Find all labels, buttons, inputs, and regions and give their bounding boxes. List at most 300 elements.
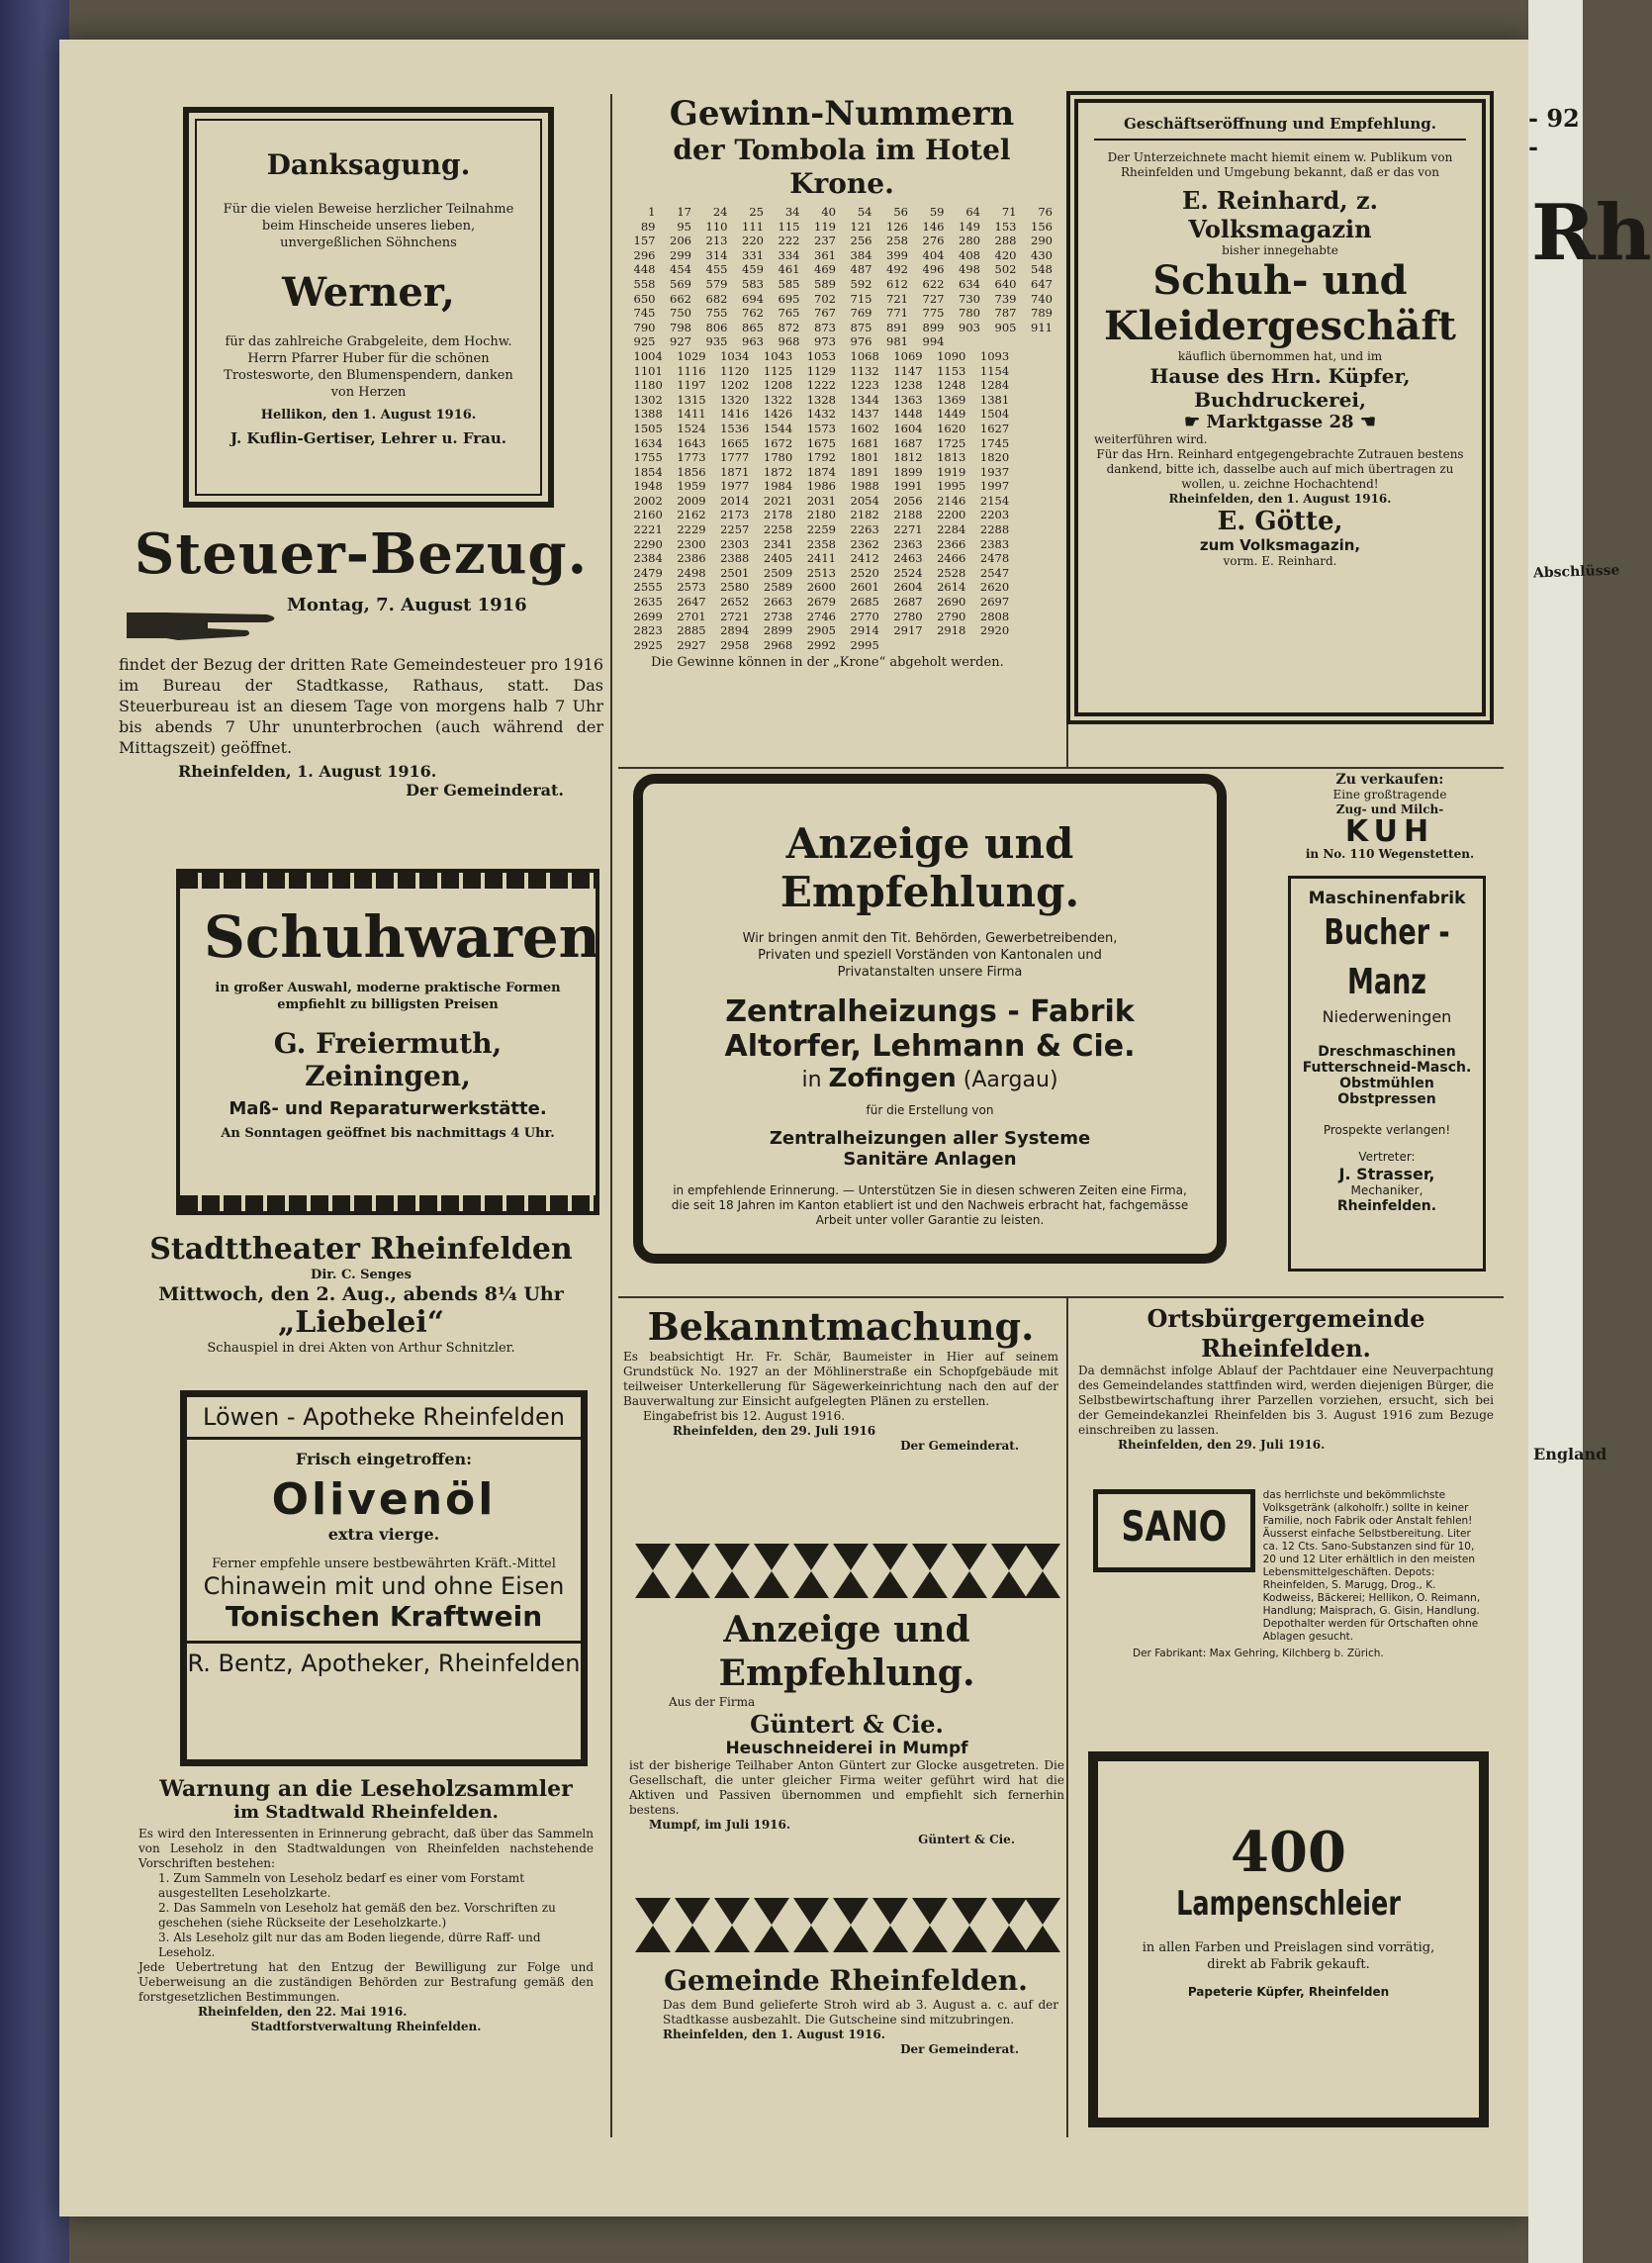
tombola-number: 2968 xyxy=(763,637,793,652)
tax-place-date: Rheinfelden, 1. August 1916. xyxy=(178,762,437,781)
tombola-number: 727 xyxy=(922,291,945,306)
edge-fragment: England xyxy=(1533,1445,1607,1463)
tombola-number: 2162 xyxy=(677,508,706,522)
bucher-product: Obstpressen xyxy=(1337,1091,1436,1107)
tombola-number: 296 xyxy=(633,247,656,262)
cow-animal: KUH xyxy=(1344,814,1435,849)
tombola-number: 256 xyxy=(850,234,872,248)
tombola-number-grid xyxy=(621,205,1062,652)
tombola-number: 361 xyxy=(814,247,836,262)
tombola-number: 1755 xyxy=(633,450,663,465)
heating-title: Anzeige und Empfehlung. xyxy=(780,819,1080,916)
tombola-number: 1634 xyxy=(633,435,663,450)
shoes-ad xyxy=(176,869,599,1215)
thanks-name: Werner, xyxy=(282,269,455,316)
tombola-number: 2290 xyxy=(633,536,663,551)
pharmacy-fresh: Frisch eingetroffen: xyxy=(295,1450,473,1468)
tombola-number xyxy=(1011,465,1055,480)
tombola-number: 1780 xyxy=(763,450,793,465)
tombola-number: 455 xyxy=(705,262,728,277)
tombola-number: 1202 xyxy=(720,378,750,393)
tombola-number xyxy=(1011,623,1055,638)
reinhard-ad xyxy=(1066,91,1494,724)
community-place-date: Rheinfelden, den 1. August 1916. xyxy=(663,2027,885,2041)
guentert-company: Güntert & Cie. xyxy=(750,1710,944,1739)
tombola-number: 1315 xyxy=(677,392,706,407)
tombola-number: 1116 xyxy=(677,363,706,378)
guentert-signer: Güntert & Cie. xyxy=(918,1833,1015,1846)
community-title: Gemeinde Rheinfelden. xyxy=(664,1964,1028,1997)
sano-ad xyxy=(1093,1489,1489,1659)
tombola-number: 1937 xyxy=(979,464,1010,479)
tombola-number: 2358 xyxy=(806,536,836,551)
pharmacy-header: Löwen - Apotheke Rheinfelden xyxy=(187,1397,581,1440)
tombola-number: 589 xyxy=(814,276,836,291)
tombola-number: 1432 xyxy=(806,407,836,422)
tombola-number: 1248 xyxy=(937,378,966,393)
tax-notice xyxy=(119,519,603,851)
next-page-edge xyxy=(1528,0,1583,2263)
tombola-number: 682 xyxy=(705,291,728,306)
tombola-number: 1813 xyxy=(937,450,966,465)
tombola-number: 454 xyxy=(670,262,691,277)
tombola-number: 220 xyxy=(742,234,764,248)
tombola-number: 647 xyxy=(1031,276,1053,291)
triangle-ornament-icon xyxy=(635,1898,1060,1952)
tombola-number: 1681 xyxy=(850,435,879,450)
reinhard-place-date: Rheinfelden, den 1. August 1916. xyxy=(1168,492,1392,506)
tombola-number: 640 xyxy=(994,276,1017,291)
tombola-number: 59 xyxy=(929,205,945,219)
tombola-number: 715 xyxy=(850,291,872,306)
tombola-number xyxy=(1011,494,1055,509)
tombola-number: 2899 xyxy=(763,623,793,638)
tombola-number: 2620 xyxy=(979,580,1010,595)
tombola-number: 1302 xyxy=(633,392,663,407)
tombola-number: 2635 xyxy=(633,595,663,610)
tombola-number: 276 xyxy=(922,234,945,248)
tombola-number: 430 xyxy=(1031,247,1053,262)
tombola-number: 89 xyxy=(640,219,656,234)
tombola-number: 622 xyxy=(922,276,945,291)
tombola-number: 2031 xyxy=(806,493,836,508)
tombola-number: 2663 xyxy=(763,595,793,610)
guentert-notice xyxy=(629,1608,1064,1847)
tombola-number: 408 xyxy=(959,247,980,262)
tombola-number: 2679 xyxy=(806,595,836,610)
tombola-number: 1043 xyxy=(763,348,793,363)
tombola-number: 1448 xyxy=(893,407,923,422)
tombola-number: 865 xyxy=(742,320,764,334)
tombola-number: 1125 xyxy=(763,363,793,378)
tombola-number: 299 xyxy=(670,247,691,262)
tombola-number: 498 xyxy=(959,262,980,277)
tombola-number: 2366 xyxy=(937,536,966,551)
theater-director: Dir. C. Senges xyxy=(311,1268,412,1282)
tombola-number: 1856 xyxy=(677,464,706,479)
tombola-number: 1871 xyxy=(720,464,750,479)
bucher-ad xyxy=(1288,876,1486,1272)
tombola-number: 1812 xyxy=(893,450,923,465)
tombola-number: 806 xyxy=(705,320,728,334)
tombola-number: 612 xyxy=(886,276,908,291)
tombola-number: 579 xyxy=(705,276,728,291)
tombola-number: 891 xyxy=(886,320,908,334)
tombola-number: 2770 xyxy=(850,609,879,623)
tombola-number: 1132 xyxy=(850,363,879,378)
warning-place-date: Rheinfelden, den 22. Mai 1916. xyxy=(198,2005,408,2019)
heating-company1: Zentralheizungs - Fabrik xyxy=(725,994,1135,1029)
tombola-number: 2056 xyxy=(893,493,923,508)
tombola-number: 2221 xyxy=(633,522,663,537)
tombola-number: 1997 xyxy=(979,479,1010,494)
tombola-number: 1426 xyxy=(763,407,793,422)
tombola-number xyxy=(1011,422,1055,436)
tombola-number: 2386 xyxy=(677,551,706,566)
tombola-number: 789 xyxy=(1031,306,1053,321)
tombola-number: 2690 xyxy=(937,595,966,610)
tombola-note: Die Gewinne können in der „Krone“ abgeholt werden. xyxy=(651,655,1004,671)
tombola-number: 399 xyxy=(886,247,908,262)
warning-title: Warnung an die Leseholzsammler xyxy=(159,1776,573,1802)
tombola-number: 384 xyxy=(850,247,872,262)
tombola-number: 2288 xyxy=(979,522,1010,537)
tombola-number: 2054 xyxy=(850,493,879,508)
tombola-number: 502 xyxy=(994,262,1017,277)
tombola-number: 24 xyxy=(712,205,728,219)
tombola-number: 2146 xyxy=(937,493,966,508)
shoes-workshop: Maß- und Reparaturwerkstätte. xyxy=(229,1098,547,1119)
tombola-number: 2303 xyxy=(720,536,750,551)
tombola-number: 119 xyxy=(814,219,836,234)
tombola-number: 745 xyxy=(633,306,656,321)
reinhard-bought: käuflich übernommen hat, und im xyxy=(1177,349,1383,363)
tombola-number: 1891 xyxy=(850,464,879,479)
tombola-number: 121 xyxy=(850,219,872,234)
theater-title: Stadttheater Rheinfelden xyxy=(149,1232,573,1267)
tombola-number: 1745 xyxy=(979,435,1010,450)
column-rule-1 xyxy=(610,94,612,2137)
tombola-number: 1363 xyxy=(893,392,923,407)
tombola-number: 905 xyxy=(994,320,1017,334)
tombola-number: 1093 xyxy=(979,348,1010,363)
tombola-number: 2271 xyxy=(893,522,923,537)
bucher-name: Bucher - Manz xyxy=(1324,912,1450,1002)
tombola-number: 650 xyxy=(633,291,656,306)
tombola-number xyxy=(1011,595,1055,610)
tombola-number: 750 xyxy=(670,306,691,321)
tombola-number: 71 xyxy=(1001,205,1017,219)
tombola-number: 2697 xyxy=(979,595,1010,610)
tombola-number: 558 xyxy=(633,276,656,291)
tombola-number: 1180 xyxy=(633,378,663,393)
tombola-number: 790 xyxy=(633,320,656,334)
tombola-number: 2229 xyxy=(677,522,706,537)
tombola-number: 2200 xyxy=(937,508,966,522)
tombola-number xyxy=(1011,450,1055,465)
ornament-row-1 xyxy=(635,1544,1060,1598)
heating-services2: Sanitäre Anlagen xyxy=(843,1149,1017,1170)
shoes-line1: in großer Auswahl, moderne praktische Formen empfiehlt zu billigsten Preisen xyxy=(215,981,561,1012)
tombola-number: 2182 xyxy=(850,508,879,522)
tombola-number: 695 xyxy=(778,291,800,306)
tombola-number: 2498 xyxy=(677,565,706,580)
tombola-number: 1725 xyxy=(937,435,966,450)
tombola-number: 925 xyxy=(633,334,656,349)
bucher-rep-label: Vertreter: xyxy=(1358,1150,1416,1164)
thanks-intro: Für die vielen Beweise herzlicher Teilnahme beim Hinscheide unseres lieben, unvergeßlichen Söhnchens xyxy=(223,202,514,250)
tombola-number: 1504 xyxy=(979,407,1010,422)
tombola-number: 1573 xyxy=(806,421,836,435)
thanks-signer: J. Kuflin-Gertiser, Lehrer u. Frau. xyxy=(230,429,506,447)
tombola-number: 2383 xyxy=(979,536,1010,551)
tombola-number: 780 xyxy=(959,306,980,321)
tombola-number: 1665 xyxy=(720,435,750,450)
guentert-body: ist der bisherige Teilhaber Anton Güntert zur Glocke ausgetreten. Die Gesellschaft, die unter gleicher Firma weiter geführt wird hat die Aktiven und Passiven übernommen und empfiehlt sich fernerhin bestens. xyxy=(629,1758,1064,1817)
tombola-number: 1627 xyxy=(979,421,1010,435)
tombola-number: 2885 xyxy=(677,623,706,638)
tombola-number: 662 xyxy=(670,291,691,306)
tombola-number: 2362 xyxy=(850,536,879,551)
tombola-number: 1197 xyxy=(677,378,706,393)
edge-fragment: Abschlüsse xyxy=(1532,562,1620,582)
tax-body: findet der Bezug der dritten Rate Gemeindesteuer pro 1916 im Bureau der Stadtkasse, Rathaus, statt. Das Steuerbureau ist an diesem Tage von morgens halb 7 Uhr bis abends 7 Uhr ununterbrochen (auch während der Mittagszeit) geöffnet. xyxy=(119,655,603,757)
tombola-number: 2160 xyxy=(633,508,663,522)
cow-line2: Zug- und Milch- xyxy=(1335,802,1444,816)
tombola-number: 2701 xyxy=(677,609,706,623)
tombola-number: 2180 xyxy=(806,508,836,522)
announcement-deadline: Eingabefrist bis 12. August 1916. xyxy=(643,1409,846,1423)
tombola-number: 1977 xyxy=(720,479,750,494)
tombola-number: 496 xyxy=(922,262,945,277)
tombola-number: 126 xyxy=(886,219,908,234)
tombola-number: 2388 xyxy=(720,551,750,566)
tombola-number: 222 xyxy=(778,234,800,248)
tombola-number: 2524 xyxy=(893,565,923,580)
tombola-number: 2520 xyxy=(850,565,879,580)
tombola-number: 1034 xyxy=(720,348,750,363)
tombola-number: 2905 xyxy=(806,623,836,638)
warning-intro: Es wird den Interessenten in Erinnerung gebracht, daß über das Sammeln von Leseholz in den Stadtwaldungen von Rheinfelden nachstehende Vorschriften bestehen: xyxy=(138,1827,594,1870)
tombola-number: 1381 xyxy=(979,392,1010,407)
tombola-number: 2300 xyxy=(677,536,706,551)
announcement xyxy=(623,1304,1058,1454)
warning-subtitle: im Stadtwald Rheinfelden. xyxy=(233,1802,499,1823)
reinhard-title: Geschäftseröffnung und Empfehlung. xyxy=(1094,115,1466,141)
reinhard-thanks: Für das Hrn. Reinhard entgegengebrachte Zutrauen bestens dankend, bitte ich, dasselbe auch auf mich übertragen zu wollen, u. zeichne Hochachtend! xyxy=(1096,447,1464,491)
tombola-number: 17 xyxy=(677,205,691,219)
tombola-number: 206 xyxy=(670,234,691,248)
tombola-number: 1069 xyxy=(893,348,923,363)
tombola-number: 54 xyxy=(857,205,872,219)
tombola-number: 2547 xyxy=(979,565,1010,580)
tombola-number: 1322 xyxy=(763,392,793,407)
tombola-number: 1919 xyxy=(937,464,966,479)
tombola-number: 775 xyxy=(922,306,945,321)
tombola-number: 2958 xyxy=(720,637,750,652)
tombola-number: 592 xyxy=(850,276,872,291)
cow-title: Zu verkaufen: xyxy=(1335,772,1444,788)
tombola-number: 721 xyxy=(886,291,908,306)
heating-closing: in empfehlende Erinnerung. — Unterstützen Sie in diesen schweren Zeiten eine Firma, die seit 18 Jahren im Kanton etabliert ist und den Nachweis erbracht hat, fachgemässe Arbeit unter voller Garantie zu leisten. xyxy=(671,1183,1189,1227)
tombola-number: 767 xyxy=(814,306,836,321)
tombola-number: 798 xyxy=(670,320,691,334)
tombola-number: 1344 xyxy=(850,392,879,407)
tombola-number: 280 xyxy=(959,234,980,248)
tombola-number xyxy=(1011,479,1055,494)
tombola-number: 2600 xyxy=(806,580,836,595)
reinhard-signer: E. Götte, xyxy=(1217,507,1343,536)
tombola-number: 911 xyxy=(1031,320,1053,334)
tombola-number: 583 xyxy=(742,276,764,291)
theater-subtitle: Schauspiel in drei Akten von Arthur Schnitzler. xyxy=(207,1341,515,1356)
tombola-number: 1053 xyxy=(806,348,836,363)
announcement-title: Bekanntmachung. xyxy=(647,1304,1035,1349)
tombola-number: 634 xyxy=(959,276,980,291)
tombola-number: 927 xyxy=(670,334,691,349)
tombola-number xyxy=(1011,349,1055,364)
tombola-number: 1147 xyxy=(893,363,923,378)
citizens-notice xyxy=(1078,1304,1494,1453)
tombola-number: 1524 xyxy=(677,421,706,435)
cow-ad xyxy=(1286,772,1494,862)
column-rule-3 xyxy=(1066,1296,1068,2137)
tombola-number: 1090 xyxy=(937,348,966,363)
tombola-number: 1620 xyxy=(937,421,966,435)
tombola-number: 1801 xyxy=(850,450,879,465)
ornament-row-2 xyxy=(635,1898,1060,1952)
thanks-ad xyxy=(183,107,554,508)
reinhard-signer-sub: zum Volksmagazin, xyxy=(1199,536,1361,554)
bucher-rep-job: Mechaniker, xyxy=(1350,1183,1423,1197)
tombola-number: 288 xyxy=(994,234,1017,248)
tombola-number: 110 xyxy=(705,219,728,234)
tax-signer: Der Gemeinderat. xyxy=(406,781,564,800)
tombola-number: 1154 xyxy=(979,363,1010,378)
tombola-number: 548 xyxy=(1031,262,1053,277)
tombola-number: 2604 xyxy=(893,580,923,595)
tombola-number: 1991 xyxy=(893,479,923,494)
tombola-number: 694 xyxy=(742,291,764,306)
tombola-number: 1773 xyxy=(677,450,706,465)
pointing-hand-icon xyxy=(119,595,287,654)
warning-closing: Jede Uebertretung hat den Entzug der Bewilligung zur Folge und Ueberweisung an die zuständigen Behörden zur Bestrafung gemäß den forstgesetzlichen Bestimmungen. xyxy=(138,1960,594,2004)
reinhard-shop2: Kleidergeschäft xyxy=(1103,303,1457,349)
cow-line1: Eine großtragende xyxy=(1332,788,1447,801)
heating-for: für die Erstellung von xyxy=(866,1103,994,1117)
pharmacy-recommend: Ferner empfehle unsere bestbewährten Kräft.-Mittel xyxy=(212,1556,556,1571)
shoes-border-bottom xyxy=(180,1195,596,1211)
theater-play: „Liebelei“ xyxy=(277,1305,445,1340)
tombola-number: 2258 xyxy=(763,522,793,537)
tombola-number: 1820 xyxy=(979,450,1010,465)
thanks-place-date: Hellikon, den 1. August 1916. xyxy=(260,408,477,423)
tombola-number: 1029 xyxy=(677,348,706,363)
hand-icon: ☛ xyxy=(1184,412,1207,432)
tombola-number xyxy=(881,638,925,653)
warning-notice xyxy=(138,1776,594,2034)
lamp-ad xyxy=(1088,1751,1489,2127)
tombola-number: 1 xyxy=(648,205,656,219)
tombola-number xyxy=(1011,378,1055,393)
tombola-number: 40 xyxy=(821,205,836,219)
announcement-place-date: Rheinfelden, den 29. Juli 1916 xyxy=(673,1424,876,1438)
tombola-number: 2738 xyxy=(763,609,793,623)
tombola-number: 237 xyxy=(814,234,836,248)
guentert-business: Heuschneiderei in Mumpf xyxy=(725,1739,968,1758)
tombola-number xyxy=(1019,334,1055,349)
tombola-number: 2014 xyxy=(720,493,750,508)
reinhard-owner: E. Reinhard, z. Volksmagazin xyxy=(1182,186,1378,243)
tombola-number: 420 xyxy=(994,247,1017,262)
reinhard-signer-prev: vorm. E. Reinhard. xyxy=(1223,554,1337,568)
tombola-number xyxy=(1011,364,1055,379)
warning-item-3: 3. Als Leseholz gilt nur das am Boden liegende, dürre Raff- und Leseholz. xyxy=(158,1931,541,1959)
tombola-number: 730 xyxy=(959,291,980,306)
sano-text: das herrlichste und bekömmlichste Volksgetränk (alkoholfr.) sollte in keiner Familie, noch Fabrik oder Anstalt fehlen! Äusserst einfache Selbstbereitung. Liter ca. 12 Cts. Sano-Substanzen sind für 10, 20 und 12 Liter erhältlich in den meisten Lebensmittelgeschäften. Depots: Rheinfelden, S. Marugg, Drog., K. Kodweiss, Bäckerei; Hellikon, O. Reimann, Handlung; Maisprach, G. Gisin, Handlung. Depothalter werden für Ortschaften ohne Ablagen gesucht. xyxy=(1262,1489,1481,1643)
hand-icon: ☚ xyxy=(1353,412,1376,432)
tombola-number xyxy=(1011,436,1055,451)
reinhard-prior: bisher innegehabte xyxy=(1222,243,1338,257)
tombola-number: 1153 xyxy=(937,363,966,378)
tombola-number: 769 xyxy=(850,306,872,321)
lower-rule xyxy=(618,1296,1504,1298)
tombola-number: 1320 xyxy=(720,392,750,407)
shoes-title: Schuhwaren xyxy=(204,903,600,971)
tombola-number: 2341 xyxy=(763,536,793,551)
tombola-number: 1101 xyxy=(633,363,663,378)
tombola-number: 2203 xyxy=(979,508,1010,522)
tombola-number xyxy=(947,334,983,349)
tombola-number: 1129 xyxy=(806,363,836,378)
tombola-number: 2685 xyxy=(850,595,879,610)
page-number: - 92 - xyxy=(1528,104,1580,161)
tombola-number: 1004 xyxy=(633,348,663,363)
tombola-number: 95 xyxy=(677,219,691,234)
tombola-number: 2509 xyxy=(763,565,793,580)
tombola-number: 1687 xyxy=(893,435,923,450)
tombola-number: 981 xyxy=(886,334,908,349)
tombola-number: 2746 xyxy=(806,609,836,623)
tombola-number: 935 xyxy=(705,334,728,349)
announcement-signer: Der Gemeinderat. xyxy=(900,1439,1019,1453)
cow-location: in No. 110 Wegenstetten. xyxy=(1305,847,1475,861)
tombola-number: 585 xyxy=(778,276,800,291)
reinhard-continue: weiterführen wird. xyxy=(1094,432,1208,446)
tax-date: Montag, 7. August 1916 xyxy=(287,595,527,615)
mid-rule xyxy=(618,767,1504,769)
tombola-number xyxy=(1011,551,1055,566)
tombola-number: 2178 xyxy=(763,508,793,522)
tombola-number: 899 xyxy=(922,320,945,334)
pharmacy-product: Olivenöl xyxy=(271,1474,497,1525)
tombola-number: 76 xyxy=(1038,205,1053,219)
pharmacy-footer: R. Bentz, Apotheker, Rheinfelden xyxy=(187,1641,581,1677)
heating-intro: Wir bringen anmit den Tit. Behörden, Gewerbetreibenden, Privaten und speziell Vorständen von Kantonalen und Privatanstalten unsere Firma xyxy=(742,931,1118,980)
tombola-number: 2479 xyxy=(633,565,663,580)
tombola-number: 492 xyxy=(886,262,908,277)
tombola-number: 2501 xyxy=(720,565,750,580)
tombola-number: 157 xyxy=(633,234,656,248)
edge-fragment: Rh xyxy=(1531,188,1652,278)
tombola-number: 1544 xyxy=(763,421,793,435)
tombola-number: 1437 xyxy=(850,407,879,422)
tombola-number: 2259 xyxy=(806,522,836,537)
tombola-number: 2513 xyxy=(806,565,836,580)
tombola-number: 1328 xyxy=(806,392,836,407)
tombola-number: 461 xyxy=(778,262,800,277)
sano-maker: Der Fabrikant: Max Gehring, Kilchberg b. Zürich. xyxy=(1133,1648,1384,1659)
